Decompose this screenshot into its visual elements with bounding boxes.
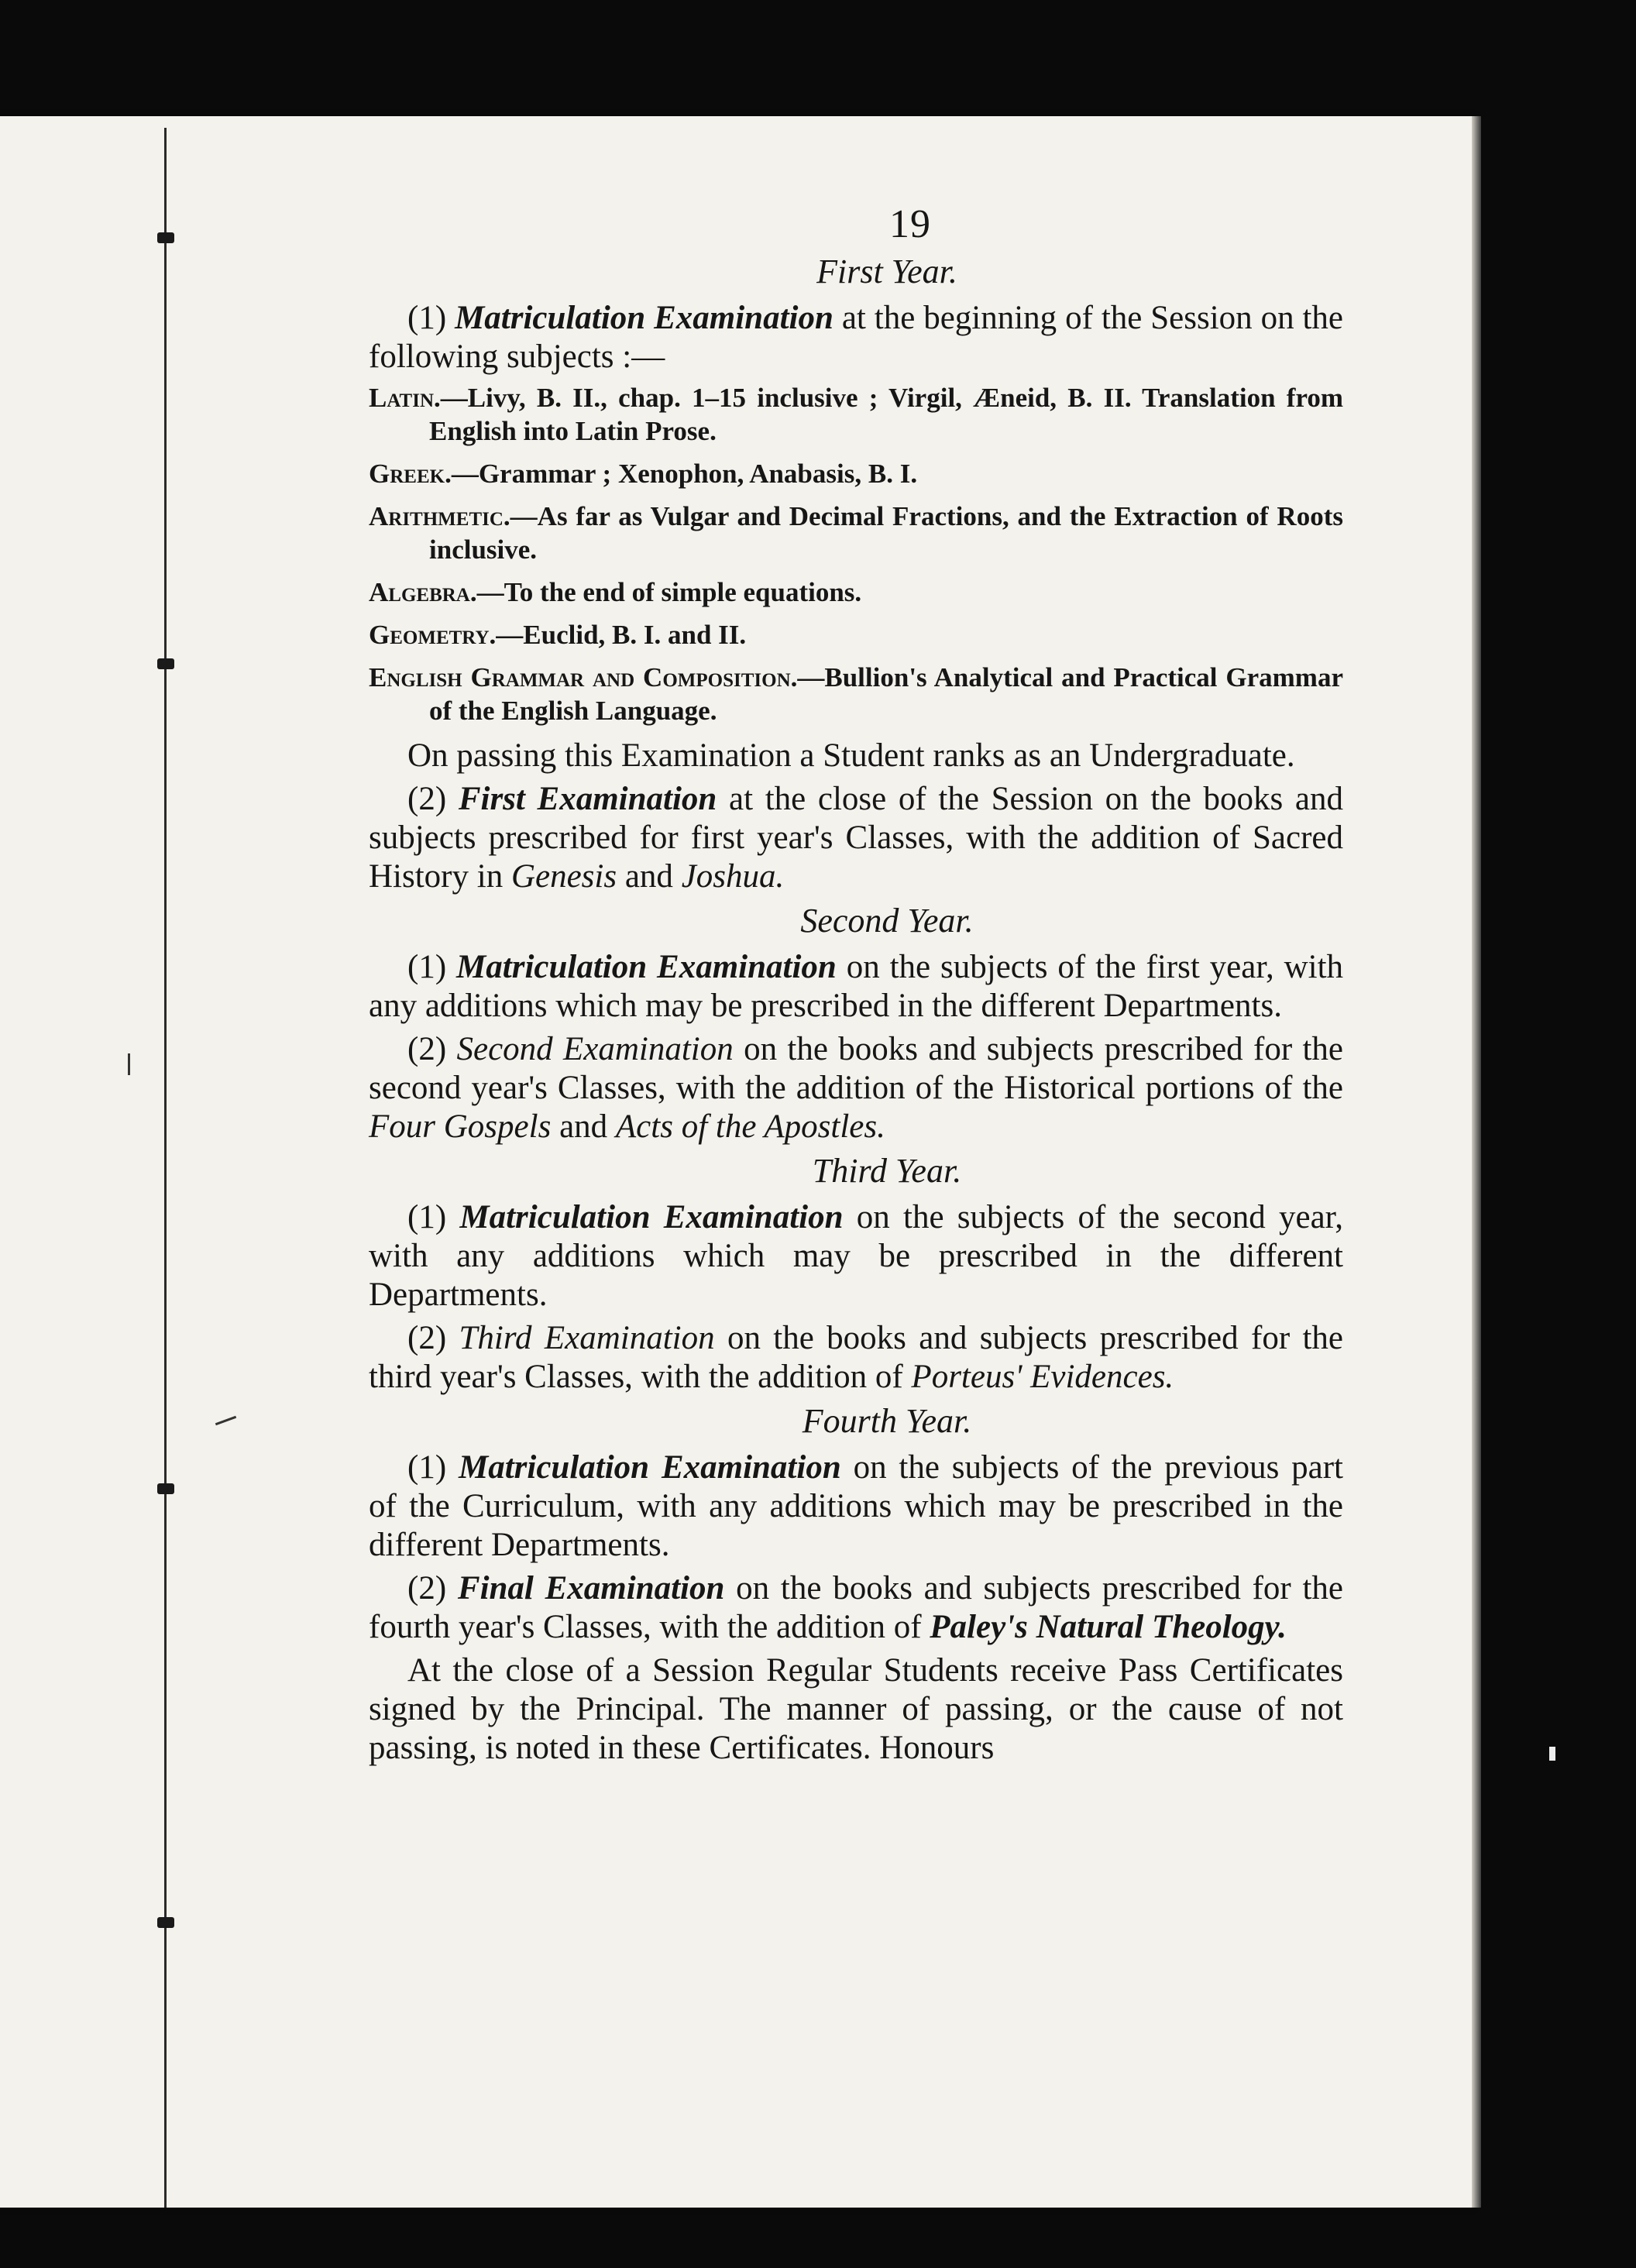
book-title: Joshua. [681,858,785,895]
matriculation-paragraph [369,299,1343,376]
book-title: Genesis [510,858,617,895]
page-number: 19 [889,202,931,246]
scan-mark [128,1053,130,1075]
subject-item [369,661,1343,727]
fourth-year-section [369,1401,1343,1647]
exam-title: Matriculation Examination [456,949,837,985]
paragraph-text: on the books and subjects prescribed for the second year's Classes, with the addition of the Historical portions of the [369,1031,1344,1106]
subject-list [369,381,1343,727]
section-heading: Third Year. [812,1152,962,1190]
matriculation-paragraph [369,1198,1343,1314]
exam-title: Final Examination [457,1570,725,1606]
binding-thread [164,128,167,2208]
book-title: Acts of the Apostles. [615,1108,885,1145]
exam-title: First Examination [458,781,717,817]
exam-title: Matriculation Examination [459,1199,844,1235]
second-year-section [369,901,1343,1146]
item-number: (2) [407,1031,447,1067]
subject-text: —Bullion's Analytical and Practical Grammar of the English Language. [429,662,1343,726]
page-content [369,201,1343,1772]
book-title: Four Gospels [369,1108,552,1145]
subject-item [369,576,1343,609]
undergraduate-paragraph: On passing this Examination a Student ranks as an Undergraduate. [407,737,1295,774]
subject-item [369,381,1343,448]
book-title: Porteus' Evidences. [911,1359,1174,1395]
binding-stitch [157,1917,174,1928]
subject-item [369,457,1343,490]
subject-name: Greek. [369,459,452,489]
item-number: (1) [407,949,447,985]
subject-name: Arithmetic. [369,501,510,531]
subject-text: —To the end of simple equations. [476,577,862,607]
paragraph-text: and [624,858,673,895]
closing-paragraph: At the close of a Session Regular Students receive Pass Certificates signed by the Principal. The manner of passing, or the cause of not passing, is noted in these Certificates. Honours [369,1652,1343,1766]
exam-title: Matriculation Examination [458,1449,841,1486]
item-number: (2) [407,1320,447,1356]
subject-name: Geometry. [369,620,497,650]
paragraph-text: at the beginning of the Session on the following subjects :— [369,300,1344,375]
subject-name: Algebra. [369,577,477,607]
subject-item [369,500,1343,566]
subject-text: —Euclid, B. I. and II. [496,620,747,650]
item-number: (1) [407,1449,447,1486]
page-edge [1472,116,1481,2208]
examination-paragraph [369,780,1343,896]
paragraph-text: on the books and subjects prescribed for the third year's Classes, with the addition of [369,1320,1344,1395]
item-number: (1) [407,1199,447,1235]
subject-text: —Grammar ; Xenophon, Anabasis, B. I. [451,459,918,489]
item-number: (2) [407,781,447,817]
subject-text: —As far as Vulgar and Decimal Fractions, and the Extraction of Roots inclusive. [429,501,1343,565]
section-heading: Second Year. [800,902,974,940]
matriculation-paragraph [369,1448,1343,1565]
exam-title: Second Examination [456,1031,734,1067]
examination-paragraph [369,1319,1343,1397]
section-heading: First Year. [816,253,957,290]
examination-paragraph [369,1030,1343,1146]
exam-title: Third Examination [459,1320,715,1356]
paragraph-text: on the subjects of the previous part of the Curriculum, with any additions which may be prescribed in the different Departments. [369,1449,1343,1563]
first-year-section [369,252,1343,896]
item-number: (2) [407,1570,447,1606]
binding-stitch [157,658,174,669]
section-heading: Fourth Year. [802,1402,972,1440]
paragraph-text: and [559,1108,608,1145]
book-title: Paley's Natural Theology. [930,1609,1287,1645]
paragraph-text: on the subjects of the second year, with any additions which may be prescribed in the different Departments. [369,1199,1344,1313]
paragraph-text: on the subjects of the first year, with any additions which may be prescribed in the different Departments. [369,949,1344,1024]
binding-stitch [157,232,174,243]
binding-stitch [157,1483,174,1494]
matriculation-paragraph [369,948,1343,1026]
scan-border [0,0,1636,124]
exam-title: Matriculation Examination [455,300,833,336]
item-number: (1) [407,300,447,336]
paragraph-text: at the close of the Session on the books and subjects prescribed for first year's Classes, with the addition of Sacred History in [369,781,1344,895]
subject-item [369,618,1343,651]
subject-text: —Livy, B. II., chap. 1–15 inclusive ; Virgil, Æneid, B. II. Translation from English into Latin Prose. [429,383,1343,446]
subject-name: English Grammar and Composition. [369,662,798,692]
paragraph-text: on the books and subjects prescribed for the fourth year's Classes, with the addition of [369,1570,1343,1645]
scan-mark [1549,1747,1555,1761]
third-year-section [369,1151,1343,1397]
examination-paragraph [369,1569,1343,1647]
subject-name: Latin. [369,383,441,413]
